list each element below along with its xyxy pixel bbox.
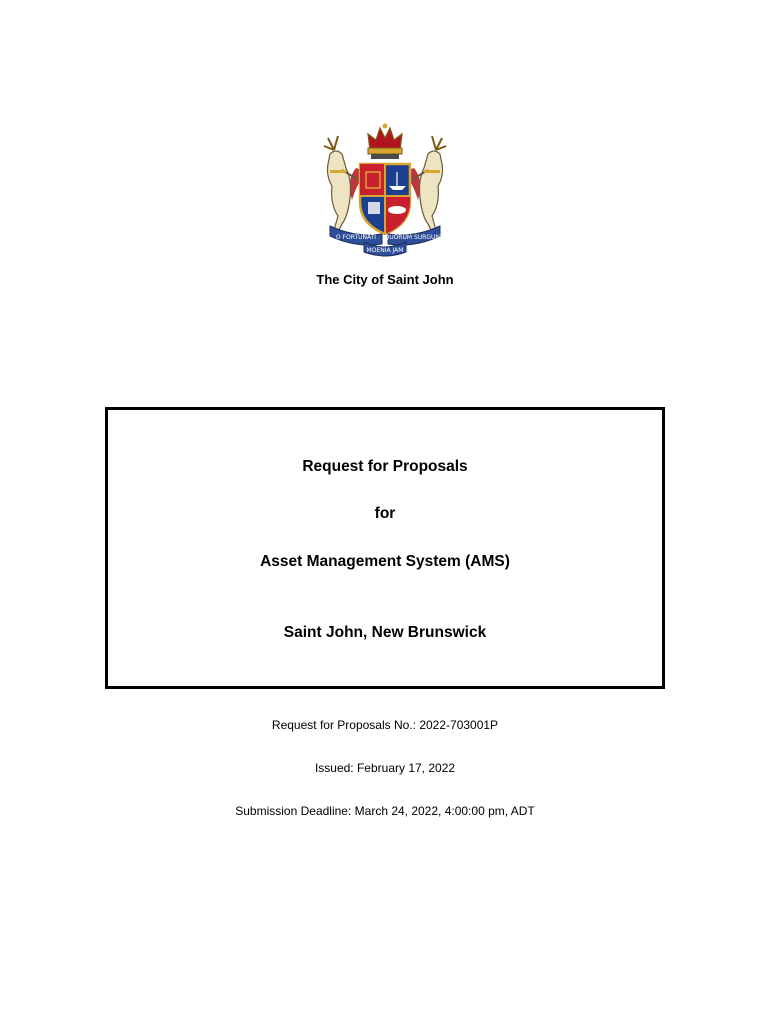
- motto-right-text: QUORUM SURGUNT: [384, 234, 444, 241]
- crown-icon: [368, 124, 402, 160]
- city-name-heading: The City of Saint John: [316, 272, 454, 287]
- title-line-request: Request for Proposals: [302, 458, 468, 475]
- title-box: [105, 407, 665, 689]
- submission-deadline: Submission Deadline: March 24, 2022, 4:00:00 pm, ADT: [235, 804, 535, 818]
- title-line-project: Asset Management System (AMS): [260, 553, 510, 570]
- shield-icon: [360, 164, 410, 234]
- issued-date: Issued: February 17, 2022: [314, 761, 456, 775]
- motto-bottom-text: MOENIA JAM: [366, 247, 404, 254]
- rfp-number: Request for Proposals No.: 2022-703001P: [271, 718, 499, 732]
- city-coat-of-arms-logo: [316, 120, 454, 260]
- title-line-for: for: [374, 505, 396, 522]
- motto-left-text: O FORTUNATI: [335, 234, 377, 241]
- title-line-location: Saint John, New Brunswick: [283, 624, 487, 641]
